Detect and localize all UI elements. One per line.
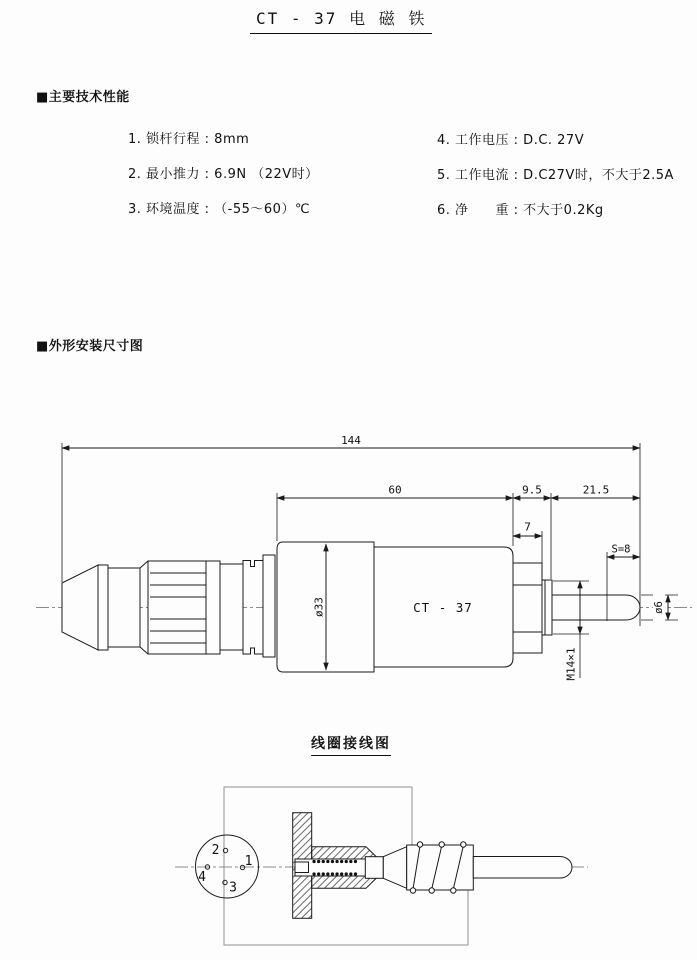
dim-dia33-label: ø33 <box>312 597 326 617</box>
dim-m14-label: M14×1 <box>564 647 578 681</box>
spec-item-voltage: 4. 工作电压 : D.C. 27V <box>437 133 585 148</box>
dim-60-label: 60 <box>388 483 402 497</box>
pin-3-label: 3 <box>229 880 237 896</box>
main-outline-drawing <box>36 443 692 681</box>
specs-section-header: ■主要技术性能 <box>36 90 130 105</box>
page-title: CT - 37 电 磁 铁 <box>250 6 432 34</box>
taper-cone <box>383 847 406 889</box>
dim-s8-label: S=8 <box>611 543 631 556</box>
dim-95-label: 9.5 <box>522 483 542 497</box>
wiring-section-title: 线圈接线图 <box>311 733 391 756</box>
spec-item-min-force: 2. 最小推力 : 6.9N （22V时） <box>128 167 319 182</box>
spec-item-weight: 6. 净 重 : 不大于0.2Kg <box>437 203 604 218</box>
coil-wire-loop <box>461 842 466 847</box>
dim-dia6-label: ø6 <box>653 601 665 614</box>
cone-band <box>98 565 108 650</box>
dim-7-label: 7 <box>524 520 531 534</box>
pin-2-label: 2 <box>211 843 220 858</box>
mount-plate <box>263 555 275 657</box>
clip-top <box>243 561 263 574</box>
coil-wire-loop <box>410 888 415 893</box>
outline-section-header: ■外形安装尺寸图 <box>36 339 144 354</box>
neck-cylinder <box>108 568 140 647</box>
spec-item-ambient-temp: 3. 环境温度 : （-55～60）℃ <box>128 202 311 217</box>
coupling-ring <box>220 564 243 650</box>
coil-wire-loop <box>429 888 434 893</box>
armature-block <box>365 857 383 879</box>
connector-assembly <box>62 555 275 657</box>
coil-wire-loop <box>417 842 422 847</box>
thread-collar <box>542 580 552 635</box>
pin-3-contact <box>223 880 227 884</box>
specs-left-column <box>128 128 319 233</box>
coil-wire-loop <box>451 888 456 893</box>
coil-assembly <box>383 842 572 893</box>
flange-section <box>293 813 384 919</box>
dim-215-label: 21.5 <box>582 483 610 497</box>
hex-nut <box>513 563 542 653</box>
cone-tip <box>62 565 98 650</box>
body-model-label: CT - 37 <box>413 600 473 615</box>
pin-1-label: 1 <box>244 854 253 869</box>
pin-4-label: 4 <box>198 870 206 885</box>
knurled-drum <box>148 561 220 654</box>
push-rod <box>552 595 640 620</box>
output-rod <box>473 857 572 879</box>
wiring-diagram <box>175 787 588 945</box>
clip-bottom <box>243 642 263 655</box>
specs-right-column <box>437 129 674 234</box>
dim-144-label: 144 <box>341 434 361 447</box>
plunger-rod <box>295 862 309 873</box>
coil-wire-loop <box>439 842 444 847</box>
spec-item-stroke: 1. 锁杆行程 : 8mm <box>128 132 250 147</box>
spec-item-current: 5. 工作电流 : D.C27V时，不大于2.5A <box>437 168 674 183</box>
